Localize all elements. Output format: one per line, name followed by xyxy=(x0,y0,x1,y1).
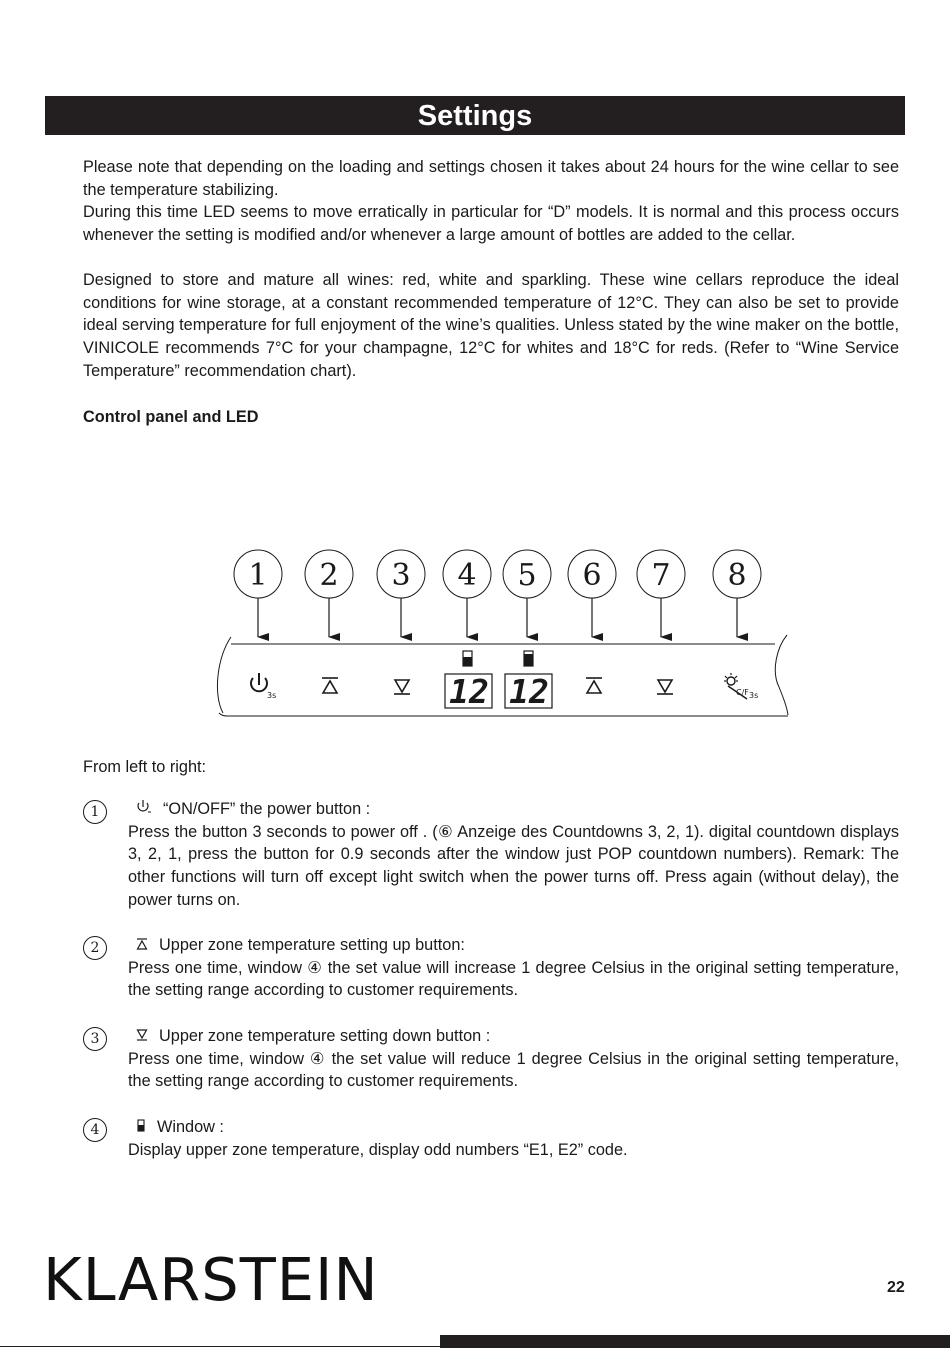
callout-4 xyxy=(443,550,491,637)
page-number: 22 xyxy=(887,1279,905,1296)
lower-window-indicator-icon xyxy=(524,651,533,666)
svg-text:5: 5 xyxy=(517,558,537,593)
item-heading xyxy=(135,1116,224,1139)
lower-zone-display xyxy=(505,672,552,711)
down-arrow-icon xyxy=(135,1028,149,1042)
footer-bar xyxy=(440,1335,950,1348)
callout-2 xyxy=(305,550,353,637)
item-number: 2 xyxy=(83,936,107,960)
item-heading xyxy=(135,798,370,821)
callout-7 xyxy=(637,550,685,637)
item-number: 4 xyxy=(83,1118,107,1142)
panel-outline xyxy=(217,635,788,716)
svg-text:2: 2 xyxy=(319,558,339,593)
lower-down-arrow-icon xyxy=(657,680,673,694)
from-left-to-right-label: From left to right: xyxy=(83,758,207,776)
upper-down-arrow-icon xyxy=(394,680,410,694)
item-heading-text: “ON/OFF” the power button : xyxy=(163,800,371,818)
item-description: Display upper zone temperature, display odd numbers “E1, E2” code. xyxy=(128,1140,628,1159)
svg-text:3: 3 xyxy=(391,558,411,593)
svg-text:12: 12 xyxy=(449,672,489,711)
svg-text:12: 12 xyxy=(509,672,549,711)
item-number: 3 xyxy=(83,1027,107,1051)
window-icon xyxy=(135,1119,147,1133)
svg-text:6: 6 xyxy=(582,558,602,593)
svg-text:7: 7 xyxy=(651,558,671,593)
item-description: Press the button 3 seconds to power off . (⑥ Anzeige des Countdowns 3, 2, 1). digital countdown displays 3, 2, 1, press the button for 0.9 seconds after the window just POP countdown numbers). Remark: The other functions will turn off except light switch when the power turns off. Press again (without delay), the power turns on. xyxy=(128,822,899,909)
upper-zone-display xyxy=(445,672,492,711)
lower-up-arrow-icon xyxy=(586,678,602,693)
power-icon xyxy=(135,799,153,815)
callout-3 xyxy=(377,550,425,637)
item-number: 1 xyxy=(83,800,107,824)
callout-1 xyxy=(234,550,282,637)
section-heading: Control panel and LED xyxy=(83,408,259,426)
light-cf-button-icon xyxy=(724,673,758,700)
svg-text:8: 8 xyxy=(727,558,747,593)
item-description: Press one time, window ④ the set value will reduce 1 degree Celsius in the original setting temperature, the setting range according to customer requirements. xyxy=(128,1049,899,1091)
intro-paragraph-3: Designed to store and mature all wines: red, white and sparkling. These wine cellars reproduce the ideal conditions for wine storage, at a constant recommended temperature of 12°C. They can also be set to provide ideal serving temperature for full enjoyment of the wine’s qualities. Unless stated by the wine maker on the bottle, VINICOLE recommends 7°C for your champagne, 12°C for whites and 18°C for reds. (Refer to “Wine Service Temperature” recommendation chart). xyxy=(83,271,899,380)
footer-line xyxy=(0,1346,440,1347)
callout-6 xyxy=(568,550,616,637)
up-arrow-icon xyxy=(135,937,149,951)
callout-8 xyxy=(713,550,761,637)
control-panel-diagram xyxy=(205,545,805,725)
svg-text:1: 1 xyxy=(248,558,268,593)
power-button-icon xyxy=(251,673,276,700)
item-heading xyxy=(135,934,465,957)
page-title: Settings xyxy=(45,96,905,135)
item-heading xyxy=(135,1025,490,1048)
item-description: Press one time, window ④ the set value will increase 1 degree Celsius in the original setting temperature, the setting range according to customer requirements. xyxy=(128,958,899,1000)
upper-up-arrow-icon xyxy=(322,678,338,693)
item-heading-text: Upper zone temperature setting up button: xyxy=(159,936,465,954)
item-heading-text: Window : xyxy=(157,1118,224,1136)
callout-5 xyxy=(503,550,551,637)
intro-paragraph-2: During this time LED seems to move erratically in particular for “D” models. It is normal and this process occurs whenever the setting is modified and/or whenever a large amount of bottles are added to the cellar. xyxy=(83,203,899,244)
svg-text:C/F: C/F xyxy=(736,688,749,697)
intro-paragraph-1: Please note that depending on the loading and settings chosen it takes about 24 hours for the wine cellar to see the temperature stabilizing. xyxy=(83,158,899,199)
item-heading-text: Upper zone temperature setting down button : xyxy=(159,1027,491,1045)
brand-logo: KLARSTEIN xyxy=(43,1245,379,1314)
svg-text:3s: 3s xyxy=(749,691,759,700)
upper-window-indicator-icon xyxy=(463,651,472,666)
svg-text:4: 4 xyxy=(457,558,477,593)
svg-text:3s: 3s xyxy=(267,691,277,700)
